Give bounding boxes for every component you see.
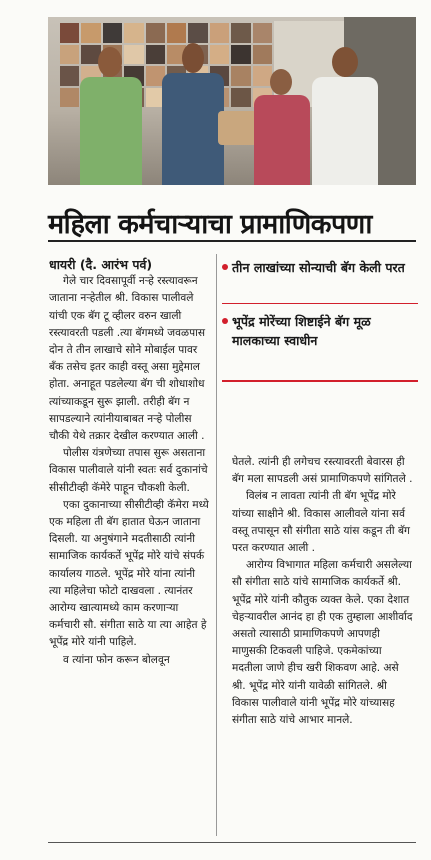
news-photo [48, 17, 416, 185]
highlight-divider [222, 303, 418, 304]
headline-rule [48, 240, 416, 242]
person-green-shirt [76, 47, 146, 185]
paragraph: व त्यांना फोन करून बोलवून [63, 653, 170, 666]
column-divider [216, 254, 217, 836]
paragraph: आरोग्य विभागात महिला कर्मचारी असलेल्या सौ संगीता साठे यांचे सामाजिक कार्यकर्ते श्री. भूपेंद्र मोरे यांनी कौतुक व्यक्त केले. एका देशात चेहऱ्यावरील आनंद हा ही एक तुम्हाला आशीर्वाद असतो त्यासाठी प्रामाणिकपणे आपणही माणुसकी टिकवली पाहिजे. एकमेकांच्या मदतीला जाणे हीच खरी शिकवण आहे. असे श्री. भूपेंद्र मोरे यांनी यावेळी सांगितले. श्री विकास पालीवाले यांनी भूपेंद्र मोरे यांच्यासह संगीता साठे यांचे आभार मानले. [232, 559, 413, 727]
dateline: धायरी (दै. आरंभ पर्व) [49, 257, 153, 272]
highlight-text: भूपेंद्र मोरेंच्या शिष्टाईने बॅग मूळ मालकाच्या स्वाधीन [232, 314, 371, 348]
paragraph: पोलीस यंत्रणेच्या तपास सुरू असताना विकास पालीवाले यांनी स्वतः सर्व दुकानांचे सीसीटीव्ही कॅमेरे पाहून चौकशी केली. [49, 447, 208, 494]
article-column-2 [232, 454, 414, 729]
bullet-icon [222, 318, 228, 324]
paragraph: घेतले. त्यांनी ही लगेचच रस्त्यावरती बेवारस ही बॅग मला सापडली असं प्रामाणिकपणे सांगितले . [232, 456, 413, 486]
person-woman-saree [252, 69, 312, 185]
bullet-icon [222, 264, 228, 270]
highlight-text: तीन लाखांच्या सोन्याची बॅग केली परत [232, 260, 405, 275]
bottom-rule [48, 842, 416, 843]
highlight-1 [232, 258, 414, 277]
highlight-2 [232, 312, 414, 350]
paragraph: विलंब न लावता त्यांनी ती बॅग भूपेंद्र मोरे यांच्या साक्षीने श्री. विकास आलीवले यांना सर्व वस्तू तपासून सौ संगीता साठे यांस कडून ती बॅग परत करण्यात आली . [232, 490, 410, 555]
highlight-bottom-rule [222, 380, 418, 382]
paragraph: एका दुकानाच्या सीसीटीव्ही कॅमेरा मध्ये एक महिला ती बॅग हातात घेऊन जाताना दिसली. या अनुषंगाने मदतीसाठी त्यांनी सामाजिक कार्यकर्ते भूपेंद्र मोरे यांचे संपर्क कार्यालय गाठले. भूपेंद्र मोरे यांना त्यांनी त्या महिलेचा फोटो दाखवला . त्यानंतर आरोग्य खात्यामध्ये काम करणाऱ्या कर्मचारी सौ. संगीता साठे या त्या आहेत हे भूपेंद्र मोरे यांनी पाहिले. [49, 498, 209, 649]
paragraph: गेले चार दिवसापूर्वी नऱ्हे रस्त्यावरून जाताना नऱ्हेतील श्री. विकास पालीवले यांची एक बॅग टू व्हीलर वरुन खाली रस्त्यावरती पडली .त्या बॅगमध्ये जवळपास दोन ते तीन लाखाचे सोने मोबाईल पावर बँक तसेच इतर काही वस्तू असा मुद्देमाल होता. अनाहूत पडलेल्या बॅग ची शोधाशोध त्यांच्याकडून सुरू झाली. तरीही बॅग न सापडल्याने त्यांनीयाबाबत नऱ्हे पोलीस चौकी येथे तक्रार देखील करण्यात आली . [49, 275, 206, 443]
person-white-shirt [310, 47, 380, 185]
article-column-1 [49, 256, 209, 669]
headline: महिला कर्मचाऱ्याचा प्रामाणिकपणा [48, 209, 372, 240]
